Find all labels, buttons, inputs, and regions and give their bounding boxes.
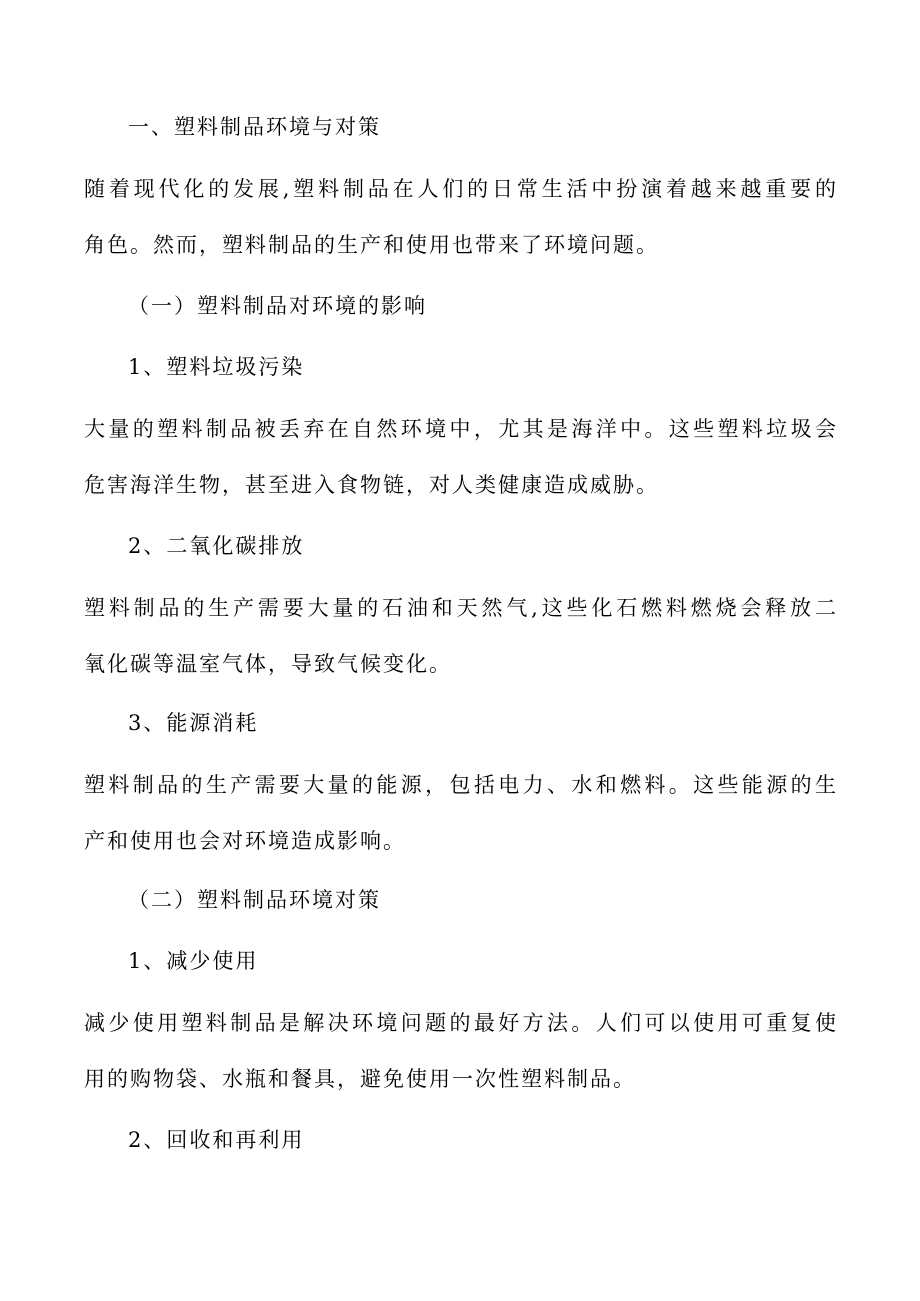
measure2-heading: 2、回收和再利用: [128, 1128, 305, 1152]
section1-heading: （一）塑料制品对环境的影响: [128, 294, 427, 318]
item3-line-2: 产和使用也会对环境造成影响。: [84, 829, 406, 853]
item3-line-1: 塑料制品的生产需要大量的能源，包括电力、水和燃料。这些能源的生: [84, 773, 836, 797]
section2-heading: （二）塑料制品环境对策: [128, 888, 381, 912]
item1-heading: 1、塑料垃圾污染: [128, 355, 305, 379]
measure1-heading: 1、减少使用: [128, 949, 259, 973]
measure1-line-1: 减少使用塑料制品是解决环境问题的最好方法。人们可以使用可重复使: [84, 1011, 836, 1035]
item2-line-2: 氧化碳等温室气体，导致气候变化。: [84, 652, 452, 676]
item1-line-1: 大量的塑料制品被丢弃在自然环境中，尤其是海洋中。这些塑料垃圾会: [84, 417, 836, 441]
intro-line-1: 随着现代化的发展,塑料制品在人们的日常生活中扮演着越来越重要的: [84, 177, 836, 201]
item2-heading: 2、二氧化碳排放: [128, 534, 305, 558]
measure1-line-2: 用的购物袋、水瓶和餐具，避免使用一次性塑料制品。: [84, 1067, 636, 1091]
main-heading: 一、塑料制品环境与对策: [128, 115, 381, 139]
intro-line-2: 角色。然而，塑料制品的生产和使用也带来了环境问题。: [84, 233, 659, 257]
item3-heading: 3、能源消耗: [128, 711, 259, 735]
item1-line-2: 危害海洋生物，甚至进入食物链，对人类健康造成威胁。: [84, 473, 659, 497]
item2-line-1: 塑料制品的生产需要大量的石油和天然气,这些化石燃料燃烧会释放二: [84, 596, 836, 620]
